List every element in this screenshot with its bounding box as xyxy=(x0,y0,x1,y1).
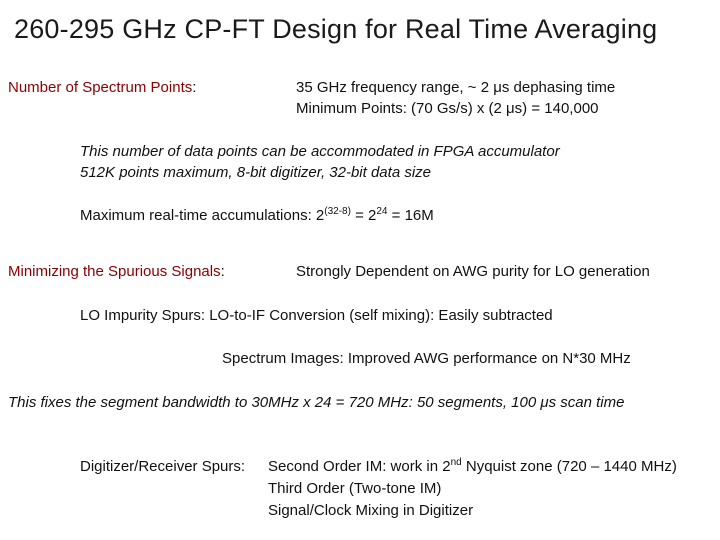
second-order-suffix: Nyquist zone (720 – 1440 MHz) xyxy=(461,458,677,475)
accum-exponent-1: (32-8) xyxy=(324,206,351,217)
minimum-points-line: Minimum Points: (70 Gs/s) x (2 μs) = 140,000 xyxy=(296,100,599,117)
spectrum-points-colon: : xyxy=(192,79,197,96)
second-order-prefix: Second Order IM: work in 2 xyxy=(268,458,451,475)
second-order-sup: nd xyxy=(450,457,462,468)
spurious-signals-label: Minimizing the Spurious Signals xyxy=(8,263,221,280)
clock-mixing-line: Signal/Clock Mixing in Digitizer xyxy=(268,502,474,519)
slide-title: 260-295 GHz CP-FT Design for Real Time Averaging xyxy=(14,14,658,44)
spurious-signals-heading xyxy=(8,263,225,280)
accum-prefix: Maximum real-time accumulations: 2 xyxy=(80,207,325,224)
awg-purity-line: Strongly Dependent on AWG purity for LO generation xyxy=(296,263,650,280)
spectrum-points-label: Number of Spectrum Points xyxy=(8,79,193,96)
fpga-capacity-line: 512K points maximum, 8-bit digitizer, 32-bit data size xyxy=(80,164,431,181)
accum-middle: = 2 xyxy=(350,207,377,224)
spurious-signals-colon: : xyxy=(220,263,225,280)
lo-impurity-spurs-line: LO Impurity Spurs: LO-to-IF Conversion (self mixing): Easily subtracted xyxy=(80,307,553,324)
spectrum-points-heading xyxy=(8,79,196,96)
digitizer-spurs-label: Digitizer/Receiver Spurs: xyxy=(80,458,246,475)
fpga-accumulator-line: This number of data points can be accommodated in FPGA accumulator xyxy=(80,143,560,160)
frequency-range-line: 35 GHz frequency range, ~ 2 μs dephasing time xyxy=(296,79,616,96)
third-order-line: Third Order (Two-tone IM) xyxy=(268,480,442,497)
accum-exponent-2: 24 xyxy=(376,206,388,217)
accum-suffix: = 16M xyxy=(387,207,434,224)
second-order-im-line xyxy=(268,458,677,475)
spectrum-images-line: Spectrum Images: Improved AWG performance on N*30 MHz xyxy=(222,350,631,367)
max-accumulations-line xyxy=(80,207,434,224)
segment-bandwidth-line: This fixes the segment bandwidth to 30MHz x 24 = 720 MHz: 50 segments, 100 μs scan time xyxy=(8,394,625,411)
